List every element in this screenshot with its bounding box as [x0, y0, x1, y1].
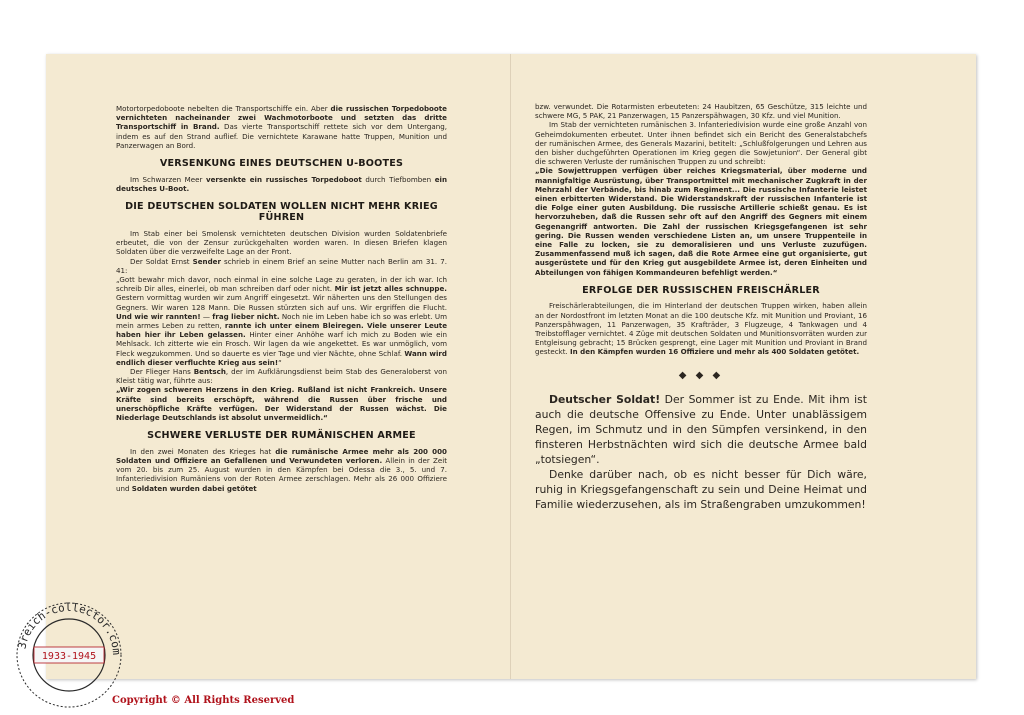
- heading-rumaenische-armee: SCHWERE VERLUSTE DER RUMÄNISCHEN ARMEE: [147, 430, 416, 442]
- center-fold: [510, 54, 511, 679]
- left-column: [116, 104, 447, 493]
- paragraph: Der Flieger Hans Bentsch, der im Aufklärungsdienst beim Stab des Generaloberst von Kleist tätig war, führte aus:: [116, 366, 447, 386]
- paragraph: Im Schwarzen Meer versenkte ein russisches Torpedoboot durch Tiefbomben ein deutsches U-Boot.: [116, 174, 447, 193]
- stamp-years: 1933-1945: [41, 651, 97, 662]
- quote-sender: „Gott bewahr mich davor, noch einmal in eine solche Lage zu geraten, in der ich war. Ich schreib Dir alles, einerlei, ob man schreiben darf oder nicht. Mir ist jetzt alles schnuppe. Gestern vormittag wurden wir zum Angriff eingesetzt. Wir näherten uns den Stellungen des Gegners. Wir waren 128 Mann. Die Russen stürzten sich auf uns. Wir ergriffen die Flucht. Und wie wir rannten! — frag lieber nicht. Noch nie im Leben habe ich so was erlebt. Um mein armes Leben zu retten, rannte ich unter einem Bleiregen. Viele unserer Leute haben hier ihr Leben gelassen. Hinter einer Anhöhe warf ich mich zu Boden wie ein Mehlsack. Ich zitterte wie ein Frosch. Wir lagen da wie angekettet. Es war unmöglich, vom Fleck wegzukommen. Und so dauerte es vier Tage und vier Nächte, ohne Schlaf. Wann wird endlich dieser verfluchte Krieg aus sein!“: [116, 274, 448, 367]
- copyright-notice: Copyright © All Rights Reserved: [112, 695, 295, 706]
- collector-stamp: [10, 600, 128, 710]
- paragraph: Im Stab einer bei Smolensk vernichteten deutschen Division wurden Soldatenbriefe erbeutet, die von der Zensur zurückgehalten worden waren. In diesen Briefen klagen Soldaten über die verzweifelte Lage an der Front.: [116, 228, 447, 257]
- appeal-paragraph: Denke darüber nach, ob es nicht besser für Dich wäre, ruhig in Kriegsgefangenschaft zu sein und Deine Heimat und Familie wiederzusehen, als im Straßengraben umzukommen!: [535, 467, 867, 511]
- paragraph: Motortorpedoboote nebelten die Transportschiffe ein. Aber die russischen Torpedoboote vernichteten nacheinander zwei Wachmotorboote und setzten das dritte Transportschiff in Brand. Das vierte Transportschiff rettete sich vor dem Untergang, indem es auf den Strand auflief. Die vernichtete Karawane hatte Truppen, Munition und Panzerwagen an Bord.: [116, 104, 447, 150]
- quote-bentsch: „Wir zogen schweren Herzens in den Krieg. Rußland ist nicht Frankreich. Unsere Kräfte sind bereits erschöpft, während die Russen über frische und unerschöpfliche Kräfte verfügen. Der Widerstand der Russen wächst. Die Niederlage Deutschlands ist absolut unvermeidlich.“: [116, 385, 447, 422]
- appeal-block: [535, 392, 867, 512]
- appeal-paragraph: Deutscher Soldat! Der Sommer ist zu Ende. Mit ihm ist auch die deutsche Offensive zu Ende. Unter unablässigem Regen, im Schmutz und in den Sümpfen versinkend, in den finsteren Herbstnächten wird sich die deutsche Armee bald „totsiegen“.: [535, 392, 868, 466]
- diamond-ornament: ◆ ◆ ◆: [678, 369, 724, 381]
- heading-freischaerler: ERFOLGE DER RUSSISCHEN FREISCHÄRLER: [582, 284, 820, 296]
- quote-mazarini: „Die Sowjettruppen verfügen über reiches Kriegsmaterial, über moderne und mannigfaltige Ausrüstung, über Transportmittel mit mechanischer Zugkraft in der Mehrzahl der Verbände, bis hinab zum Regiment... Die russische Infanterie leistet einen erbitterten Widerstand. Die Widerstandskraft der russischen Infanterie ist die Folge einer guten Ausbildung. Die russische Artillerie schießt genau. Es ist hervorzuheben, daß die Russen sehr oft auf den Angriff des Gegners mit einem Gegenangriff antworten. Die Zahl der russischen Kriegsgefangenen ist sehr gering. Die Russen wenden verschiedene Listen an, um unsere Truppenteile in eine Falle zu locken, sie zu demoralisieren und uns Verluste zuzufügen. Zusammenfassend muß ich sagen, daß die Rote Armee eine gut organisierte, gut ausgerüstete und für den Krieg gut ausgebildete Armee ist, deren Einheiten und Abteilungen von fähigen Kommandeuren befehligt werden.“: [535, 166, 867, 277]
- right-column: [535, 102, 867, 512]
- paragraph: Freischärlerabteilungen, die im Hinterland der deutschen Truppen wirken, haben allein an der Nordostfront im letzten Monat an die 100 deutsche Kfz. mit Munition und Proviant, 16 Panzerspähwagen, 11 Panzerwagen, 35 Krafträder, 3 Flugzeuge, 4 Tankwagen und 4 Treibstofflager vernichtet. 4 Züge mit deutschen Soldaten und Munitionsvorräten wurden zur Entgleisung gebracht; 15 Brücken gesprengt, eine Lager mit Munition und Proviant in Brand gesteckt. In den Kämpfen wurden 16 Offiziere und mehr als 400 Soldaten getötet.: [535, 301, 867, 357]
- heading-u-boot: VERSENKUNG EINES DEUTSCHEN U-BOOTES: [159, 158, 404, 170]
- heading-soldaten: DIE DEUTSCHEN SOLDATEN WOLLEN NICHT MEHR KRIEG FÜHREN: [125, 200, 438, 224]
- stamp-ring-text: 3reich-collector.com: [15, 600, 124, 656]
- paragraph: bzw. verwundet. Die Rotarmisten erbeuteten: 24 Haubitzen, 65 Geschütze, 315 leichte und schwere MG, 5 PAK, 21 Panzerwagen, 15 Panzerspähwagen, 30 Kfz. und viel Munition.: [535, 102, 867, 121]
- paragraph: Der Soldat Ernst Sender schrieb in einem Brief an seine Mutter nach Berlin am 31. 7. 41:: [116, 256, 447, 275]
- paragraph: In den zwei Monaten des Krieges hat die rumänische Armee mehr als 200 000 Soldaten und Offiziere an Gefallenen und Verwundeten verloren. Allein in der Zeit vom 20. bis zum 25. August wurden in den Kämpfen bei Odessa die 3., 5. und 7. Infanteriedivision Rumäniens von der Roten Armee zerschlagen. Mehr als 26 000 Offiziere und Soldaten wurden dabei getötet: [116, 446, 448, 493]
- paragraph: Im Stab der vernichteten rumänischen 3. Infanteriedivision wurde eine große Anzahl von Geheimdokumenten erbeutet. Unter ihnen befindet sich ein Bericht des Generalstabchefs der rumänischen Armee, des Generals Mazarini, betitelt: „Schlußfolgerungen und Lehren aus den bisher duchgeführten Operationen im Krieg gegen die Sowjetunion“. Der General gibt die schweren Verluste der rumänischen Truppen zu und schreibt:: [535, 120, 867, 167]
